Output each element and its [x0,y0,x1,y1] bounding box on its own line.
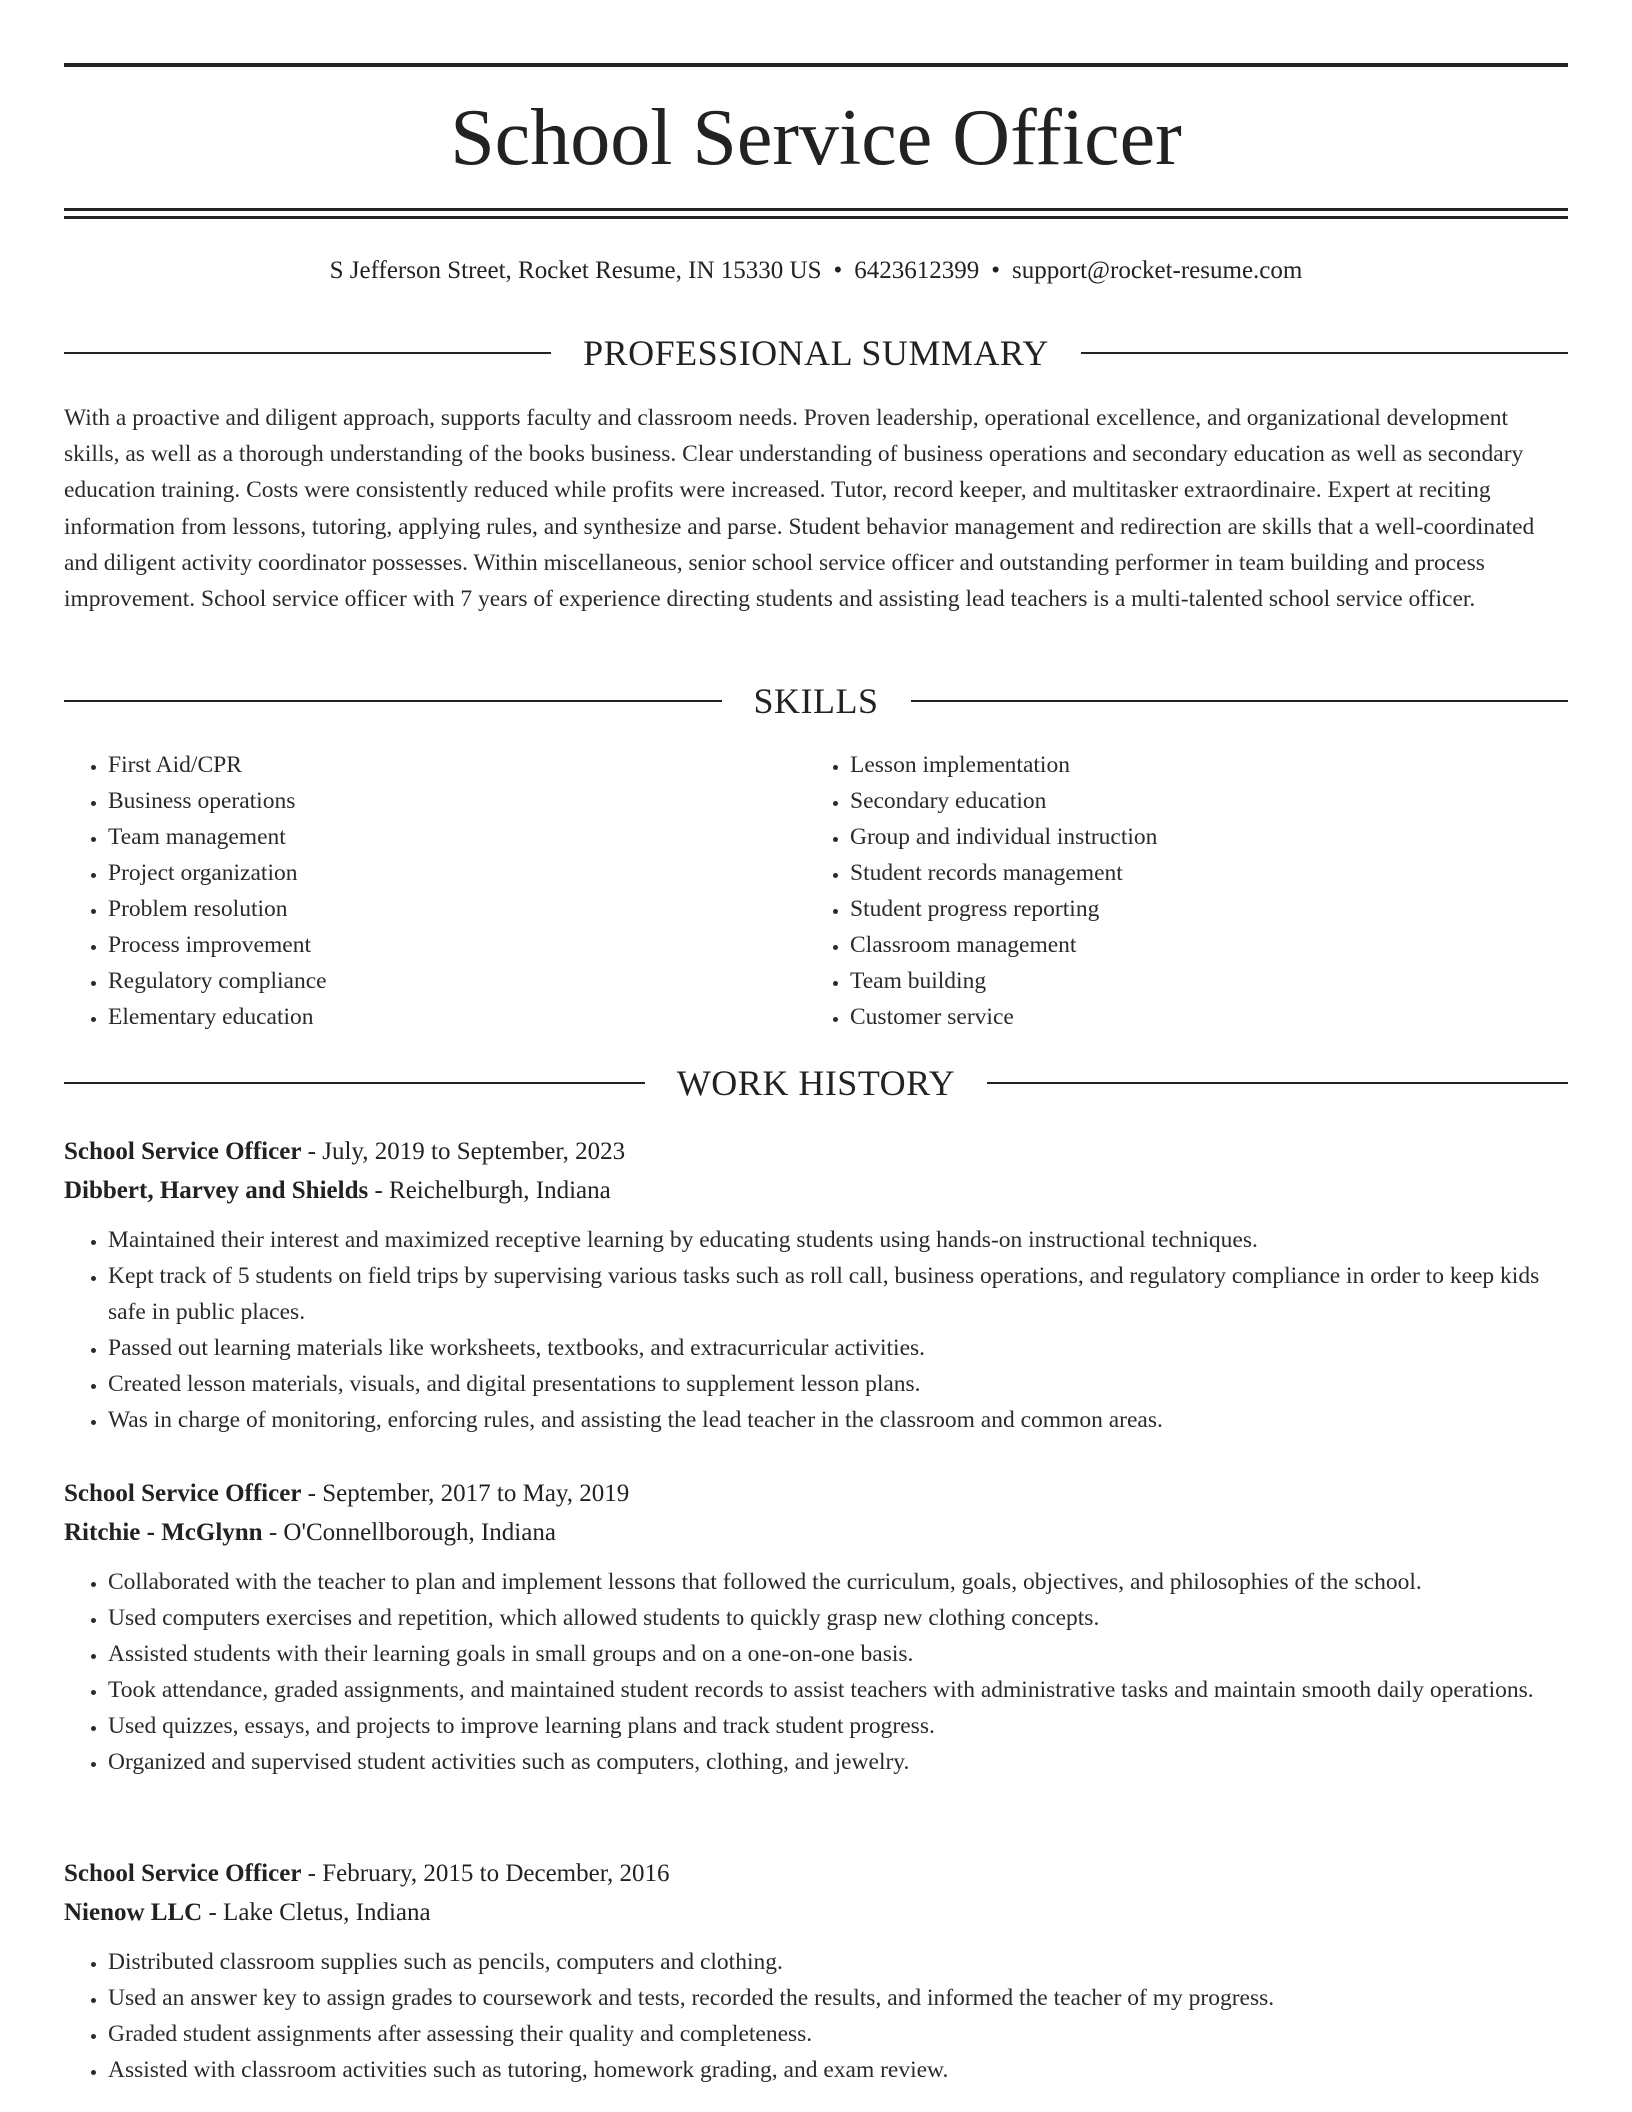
skills-column-left [64,747,806,1035]
summary-heading-label: PROFESSIONAL SUMMARY [583,333,1049,373]
skills-heading-label: SKILLS [753,681,879,721]
heading-rule-right [987,1082,1568,1084]
skill-item: • Project organization [108,855,806,891]
heading-rule-right [1081,352,1568,354]
job-dates: - July, 2019 to September, 2023 [301,1138,626,1165]
skill-item: • Secondary education [850,783,1550,819]
job-bullet: • Assisted students with their learning goals in small groups and on a one-on-one basis. [108,1636,1568,1672]
resume-title: School Service Officer [450,94,1182,182]
job-title: School Service Officer [64,1138,302,1165]
summary-text: With a proactive and diligent approach, supports faculty and classroom needs. Proven leadership, operational excellence, and organizational development skills, as well as a thorough understanding of the books business. Clear understanding of business operations and secondary education as well as secondary education training. Costs were consistently reduced while profits were increased. Tutor, record keeper, and multitasker extraordinaire. Expert at reciting information from lessons, tutoring, applying rules, and synthesize and parse. Student behavior management and redirection are skills that a well-coordinated and diligent activity coordinator possesses. Within miscellaneous, senior school service officer and outstanding performer in team building and process improvement. School service officer with 7 years of experience directing students and assisting lead teachers is a multi-talented school service officer. [64,405,1535,613]
heading-rule-left [64,1082,645,1084]
job-bullet: • Was in charge of monitoring, enforcing rules, and assisting the lead teacher in the classroom and common areas. [108,1402,1568,1438]
skill-item: • Lesson implementation [850,747,1550,783]
job-location: - Reichelburgh, Indiana [368,1177,611,1204]
skill-item: • Business operations [108,783,806,819]
job-bullet: • Took attendance, graded assignments, and maintained student records to assist teachers with administrative tasks and maintain smooth daily operations. [108,1672,1568,1708]
heading-rule-left [64,700,722,702]
job-title: School Service Officer [64,1860,302,1887]
skills-section-heading [64,679,1568,723]
job-entry [64,1474,1568,1780]
job-bullets [64,1944,1568,2088]
contact-separator: • [991,257,1001,284]
skill-item: • Elementary education [108,999,806,1035]
header-double-rule-bottom [64,216,1568,219]
skill-item: • Student progress reporting [850,891,1550,927]
job-company-line [64,1171,1568,1210]
job-title: School Service Officer [64,1480,302,1507]
job-company-line [64,1513,1568,1552]
skill-item: • Regulatory compliance [108,963,806,999]
contact-separator: • [833,257,843,284]
skills-column-right [806,747,1550,1035]
contact-phone: 6423612399 [854,257,980,284]
skill-item: • Process improvement [108,927,806,963]
job-company: Dibbert, Harvey and Shields [64,1177,369,1204]
job-location: - O'Connellborough, Indiana [262,1519,556,1546]
job-company-line [64,1893,1568,1932]
job-location: - Lake Cletus, Indiana [202,1899,431,1926]
job-company: Nienow LLC [64,1899,203,1926]
skill-item: • Group and individual instruction [850,819,1550,855]
skill-item: • Problem resolution [108,891,806,927]
contact-line [64,254,1568,288]
work-heading-label: WORK HISTORY [676,1063,956,1103]
job-entry [64,1854,1568,2088]
job-bullet: • Created lesson materials, visuals, and digital presentations to supplement lesson plans. [108,1366,1568,1402]
job-bullet: • Assisted with classroom activities such as tutoring, homework grading, and exam review. [108,2052,1568,2088]
work-section-heading [64,1061,1568,1105]
job-bullet: • Used computers exercises and repetition, which allowed students to quickly grasp new clothing concepts. [108,1600,1568,1636]
skill-item: • Student records management [850,855,1550,891]
skill-item: • First Aid/CPR [108,747,806,783]
job-entry [64,1132,1568,1438]
job-role-line [64,1854,1568,1893]
skill-item: • Classroom management [850,927,1550,963]
job-bullet: • Organized and supervised student activities such as computers, clothing, and jewelry. [108,1744,1568,1780]
job-bullet: • Kept track of 5 students on field trips by supervising various tasks such as roll call, business operations, and regulatory compliance in order to keep kids safe in public places. [108,1258,1568,1330]
job-dates: - September, 2017 to May, 2019 [301,1480,630,1507]
job-role-line [64,1132,1568,1171]
job-bullet: • Collaborated with the teacher to plan and implement lessons that followed the curriculum, goals, objectives, and philosophies of the school. [108,1564,1568,1600]
heading-rule-right [911,700,1569,702]
job-bullet: • Distributed classroom supplies such as pencils, computers and clothing. [108,1944,1568,1980]
summary-section-heading [64,331,1568,375]
job-bullet: • Passed out learning materials like worksheets, textbooks, and extracurricular activities. [108,1330,1568,1366]
job-dates: - February, 2015 to December, 2016 [301,1860,670,1887]
job-bullet: • Maintained their interest and maximized receptive learning by educating students using hands-on instructional techniques. [108,1222,1568,1258]
job-bullets [64,1222,1568,1438]
job-role-line [64,1474,1568,1513]
header-double-rule-top [64,208,1568,211]
job-bullet: • Used quizzes, essays, and projects to improve learning plans and track student progress. [108,1708,1568,1744]
job-company: Ritchie - McGlynn [64,1519,263,1546]
contact-email: support@rocket-resume.com [1012,257,1303,284]
skill-item: • Customer service [850,999,1550,1035]
job-bullet: • Used an answer key to assign grades to coursework and tests, recorded the results, and informed the teacher of my progress. [108,1980,1568,2016]
job-bullets [64,1564,1568,1780]
contact-address: S Jefferson Street, Rocket Resume, IN 15330 US [329,257,822,284]
skill-item: • Team management [108,819,806,855]
header-top-rule [64,63,1568,67]
skills-list [64,747,1568,1035]
job-bullet: • Graded student assignments after assessing their quality and completeness. [108,2016,1568,2052]
heading-rule-left [64,352,551,354]
skill-item: • Team building [850,963,1550,999]
